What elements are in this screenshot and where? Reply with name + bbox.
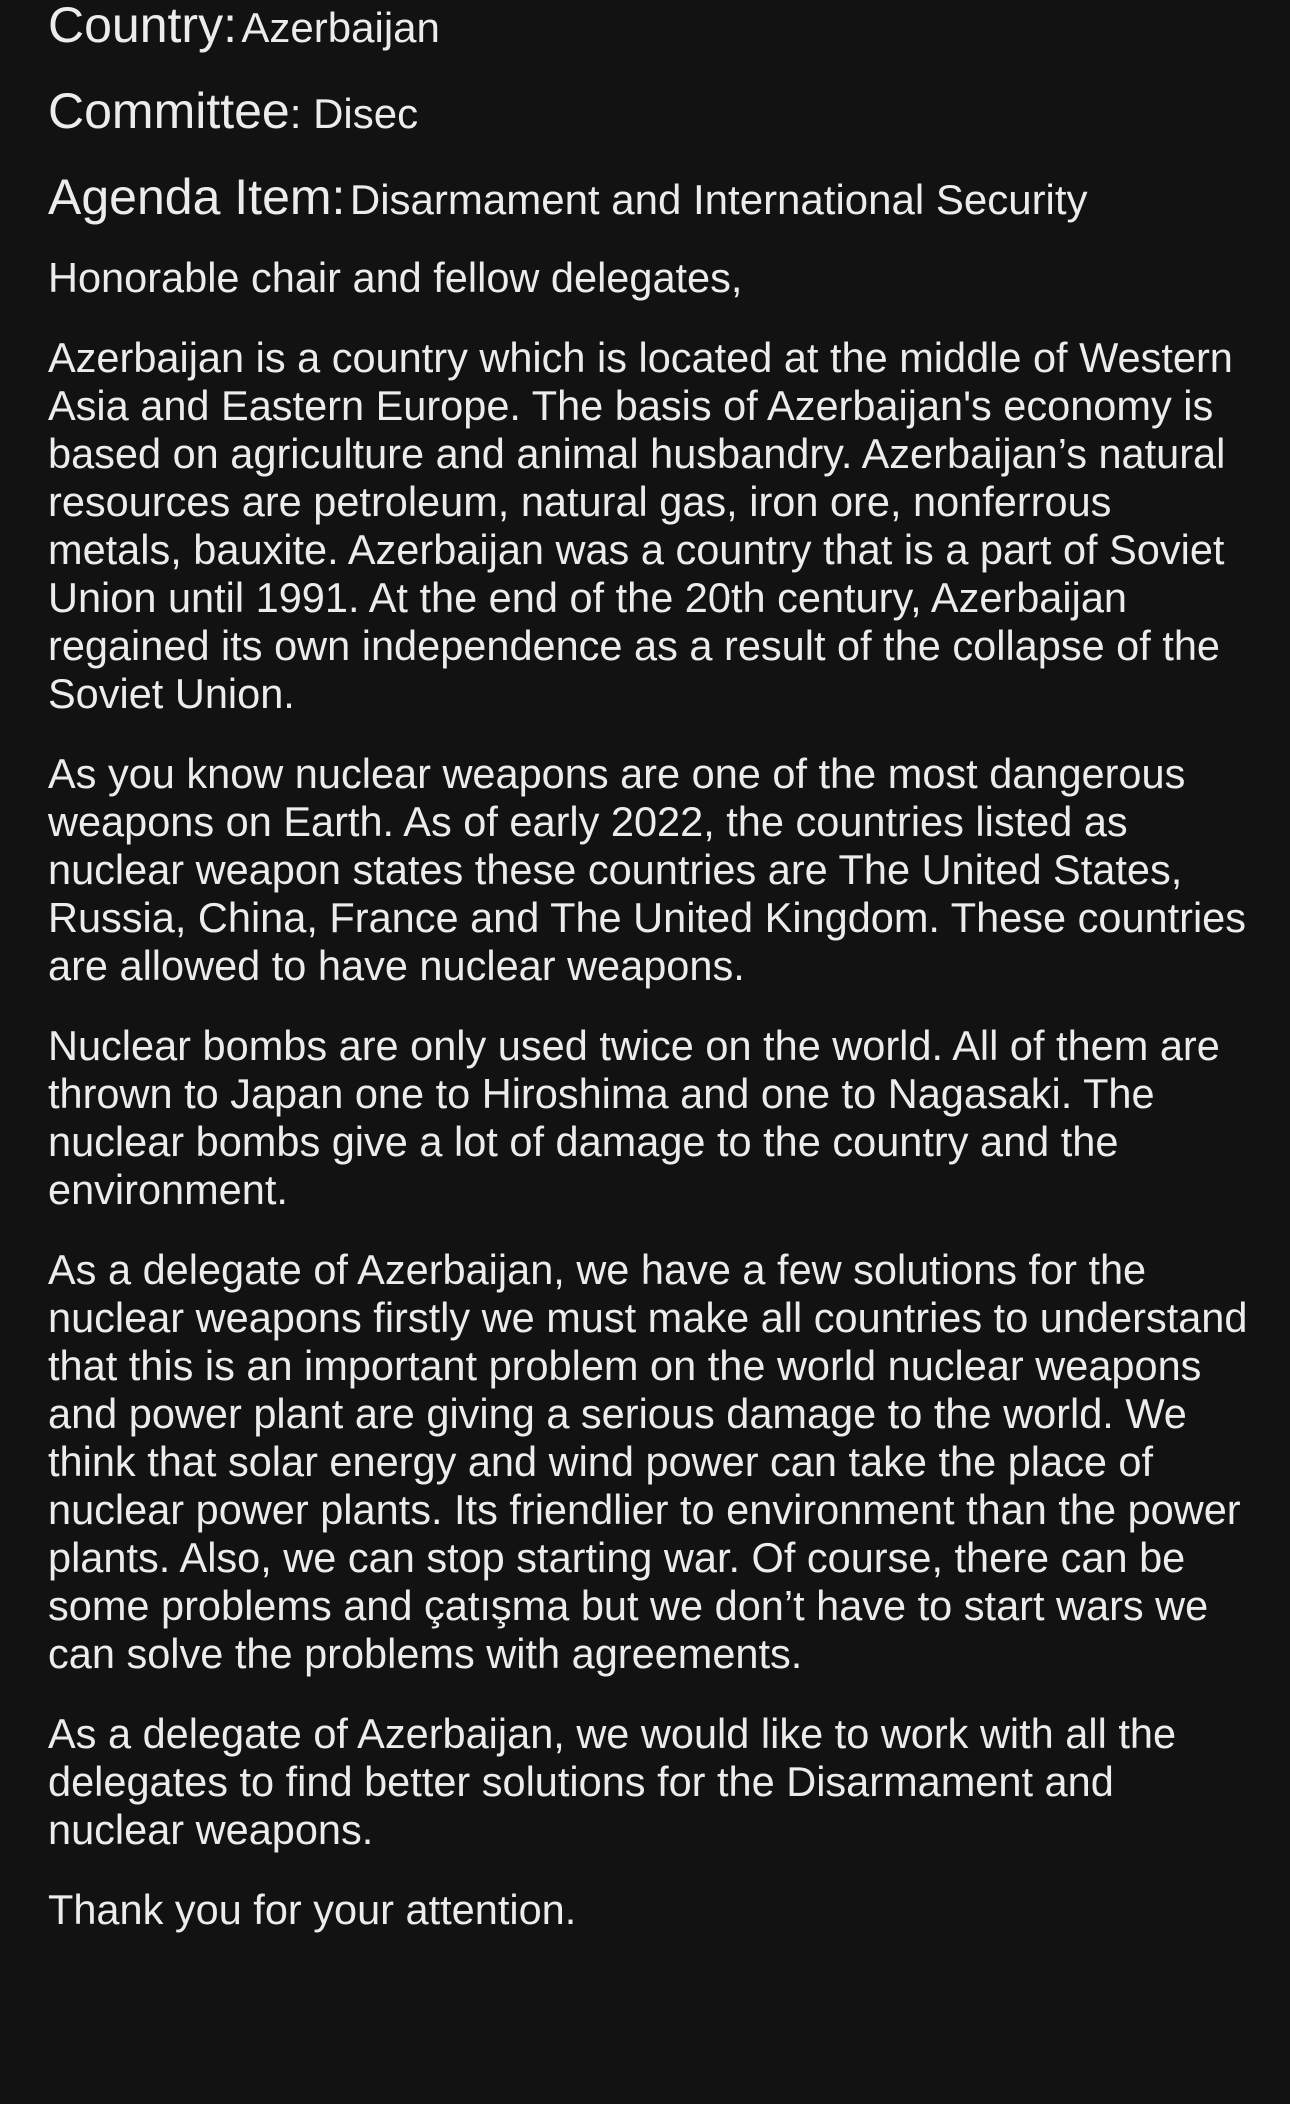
country-label: Country: — [48, 0, 237, 53]
document-body — [48, 254, 1248, 1966]
paragraph-nuclear-bombs: Nuclear bombs are only used twice on the world. All of them are thrown to Japan one to Hiroshima and one to Nagasaki. The nuclear bombs give a lot of damage to the country and the environment. — [48, 1022, 1220, 1213]
agenda-line — [48, 169, 1088, 225]
paragraph-introduction: Azerbaijan is a country which is located at the middle of Western Asia and Eastern Europe. The basis of Azerbaijan's economy is based on agriculture and animal husbandry. Azerbaijan’s natural resources are petroleum, natural gas, iron ore, nonferrous metals, bauxite. Azerbaijan was a country that is a part of Soviet Union until 1991. At the end of the 20th century, Azerbaijan regained its own independence as a result of the collapse of the Soviet Union. — [48, 334, 1233, 717]
paragraph-nuclear-states: As you know nuclear weapons are one of the most dangerous weapons on Earth. As of early 2022, the countries listed as nuclear weapon states these countries are The United States, Russia, China, France and The United Kingdom. These countries are allowed to have nuclear weapons. — [48, 750, 1247, 989]
salutation: Honorable chair and fellow delegates, — [48, 254, 743, 301]
committee-line — [48, 83, 419, 139]
agenda-value: Disarmament and International Security — [349, 176, 1088, 223]
committee-label: Committee — [48, 83, 290, 139]
closing-line: Thank you for your attention. — [48, 1886, 577, 1933]
paragraph-cooperation: As a delegate of Azerbaijan, we would like to work with all the delegates to find better solutions for the Disarmament and nuclear weapons. — [48, 1710, 1177, 1853]
agenda-label: Agenda Item: — [48, 169, 346, 225]
paragraph-solutions: As a delegate of Azerbaijan, we have a few solutions for the nuclear weapons firstly we must make all countries to understand that this is an important problem on the world nuclear weapons and power plant are giving a serious damage to the world. We think that solar energy and wind power can take the place of nuclear power plants. Its friendlier to environment than the power plants. Also, we can stop starting war. Of course, there can be some problems and çatışma but we don’t have to start wars we can solve the problems with agreements. — [48, 1246, 1248, 1677]
committee-value: : Disec — [289, 90, 419, 137]
country-line — [48, 0, 440, 53]
country-value: Azerbaijan — [241, 4, 440, 51]
